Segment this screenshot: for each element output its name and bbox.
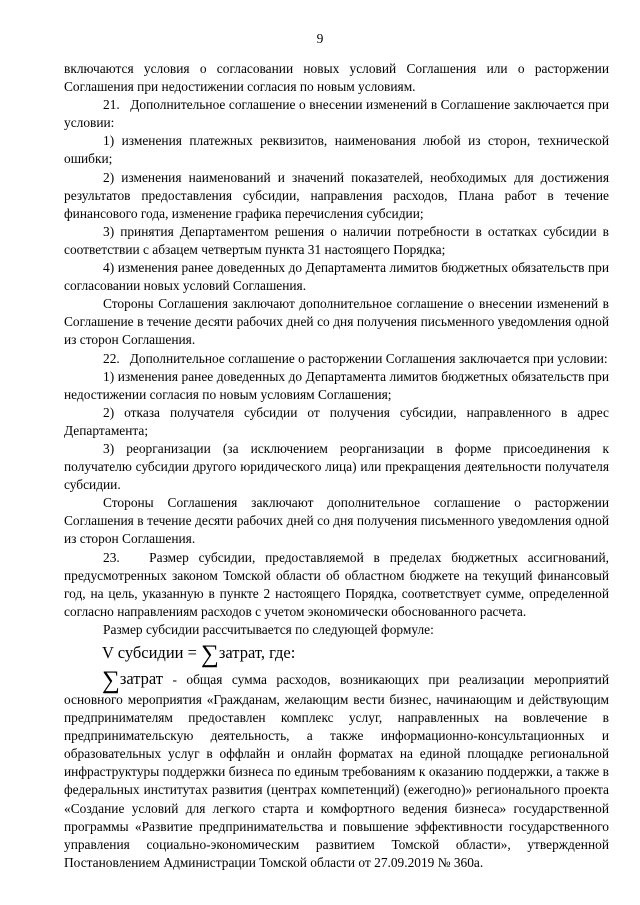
clause-22-item-3: 3) реорганизации (за исключением реорганизации в форме присоединения к получателю субсидии другого юридического лица) или прекращения деятельности получателя субсидии.	[64, 440, 609, 493]
formula-term: затрат	[218, 643, 261, 662]
clause-21-item-3: 3) принятия Департаментом решения о наличии потребности в остатках субсидии в соответствии с абзацем четвертым пункта 31 настоящего Порядка;	[64, 223, 609, 257]
clause-21-item-4: 4) изменения ранее доведенных до Департамента лимитов бюджетных обязательств при согласовании новых условий Соглашения.	[64, 260, 609, 294]
formula-lhs: V субсидии =	[102, 643, 197, 662]
definition-text: основного мероприятия «Гражданам, желающим вести бизнес, начинающим и действующим предпринимателям предоставлен комплекс услуг, направленных на вовлечение в предпринимательскую деятельность, а также информационно-консультационных и образовательных услуг в оффлайн и онлайн форматах на единой площадке региональной инфраструктуры поддержки бизнеса по единым требованиям к оказанию поддержки, а также в федеральных институтах развития (центрах компетенций) (ежегодно)» регионального проекта «Создание условий для легкого старта и комфортного ведения бизнеса» государственной программы «Развитие предпринимательства и повышение эффективности государственного управления социально-экономическим развитием Томской области», утвержденной Постановлением Администрации Томской области от 27.09.2019 № 360а.	[64, 692, 609, 870]
clause-23: 23. Размер субсидии, предоставляемой в пределах бюджетных ассигнований, предусмотренных законом Томской области об областном бюджете на текущий финансовый год, на цель, указанную в пункте 2 настоящего Порядка, соответствует сумме, определенной согласно направлениям расходов с учетом экономически обоснованного расчета.	[64, 549, 609, 619]
sum-symbol: ∑	[201, 641, 219, 668]
definition-first-line-text: - общая сумма расходов, возникающих при реализации мероприятий	[163, 672, 609, 687]
clause-21-item-2: 2) изменения наименований и значений показателей, необходимых для достижения результатов предоставления субсидии, направления расходов, Плана работ в течение финансового года, изменение графика перечисления субсидии;	[64, 169, 609, 221]
clause-22: 22. Дополнительное соглашение о расторжении Соглашения заключается при условии:	[103, 350, 608, 366]
formula-suffix: , где:	[260, 643, 296, 662]
definition-term: затрат	[119, 669, 164, 688]
clause-21-closing: Стороны Соглашения заключают дополнительное соглашение о внесении изменений в Соглашение в течение десяти рабочих дней со дня получения письменного уведомления одной из сторон Соглашения.	[64, 296, 609, 348]
formula-intro: Размер субсидии рассчитывается по следующей формуле:	[103, 621, 434, 637]
document-body	[64, 60, 609, 872]
clause-22-item-2: 2) отказа получателя субсидии от получения субсидии, направленного в адрес Департамента;	[64, 404, 609, 438]
clause-22-item-1: 1) изменения ранее доведенных до Департамента лимитов бюджетных обязательств при недостижении согласия по новым условиям Соглашения;	[64, 368, 609, 402]
sum-symbol-definition: ∑	[102, 667, 120, 694]
page-number: 9	[316, 31, 324, 46]
clause-21-item-1: 1) изменения платежных реквизитов, наименования любой из сторон, технической ошибки;	[64, 133, 609, 167]
clause-21: 21. Дополнительное соглашение о внесении изменений в Соглашение заключается при условии:	[64, 97, 609, 131]
definition-first-line	[64, 667, 609, 694]
subsidy-formula	[64, 639, 609, 667]
clause-22-closing: Стороны Соглашения заключают дополнительное соглашение о расторжении Соглашения в течение десяти рабочих дней со дня получения письменного уведомления одной из сторон Соглашения.	[64, 495, 609, 547]
paragraph-continuation: включаются условия о согласовании новых условий Соглашения или о расторжении Соглашения при недостижении согласия по новым условиям.	[64, 61, 609, 95]
